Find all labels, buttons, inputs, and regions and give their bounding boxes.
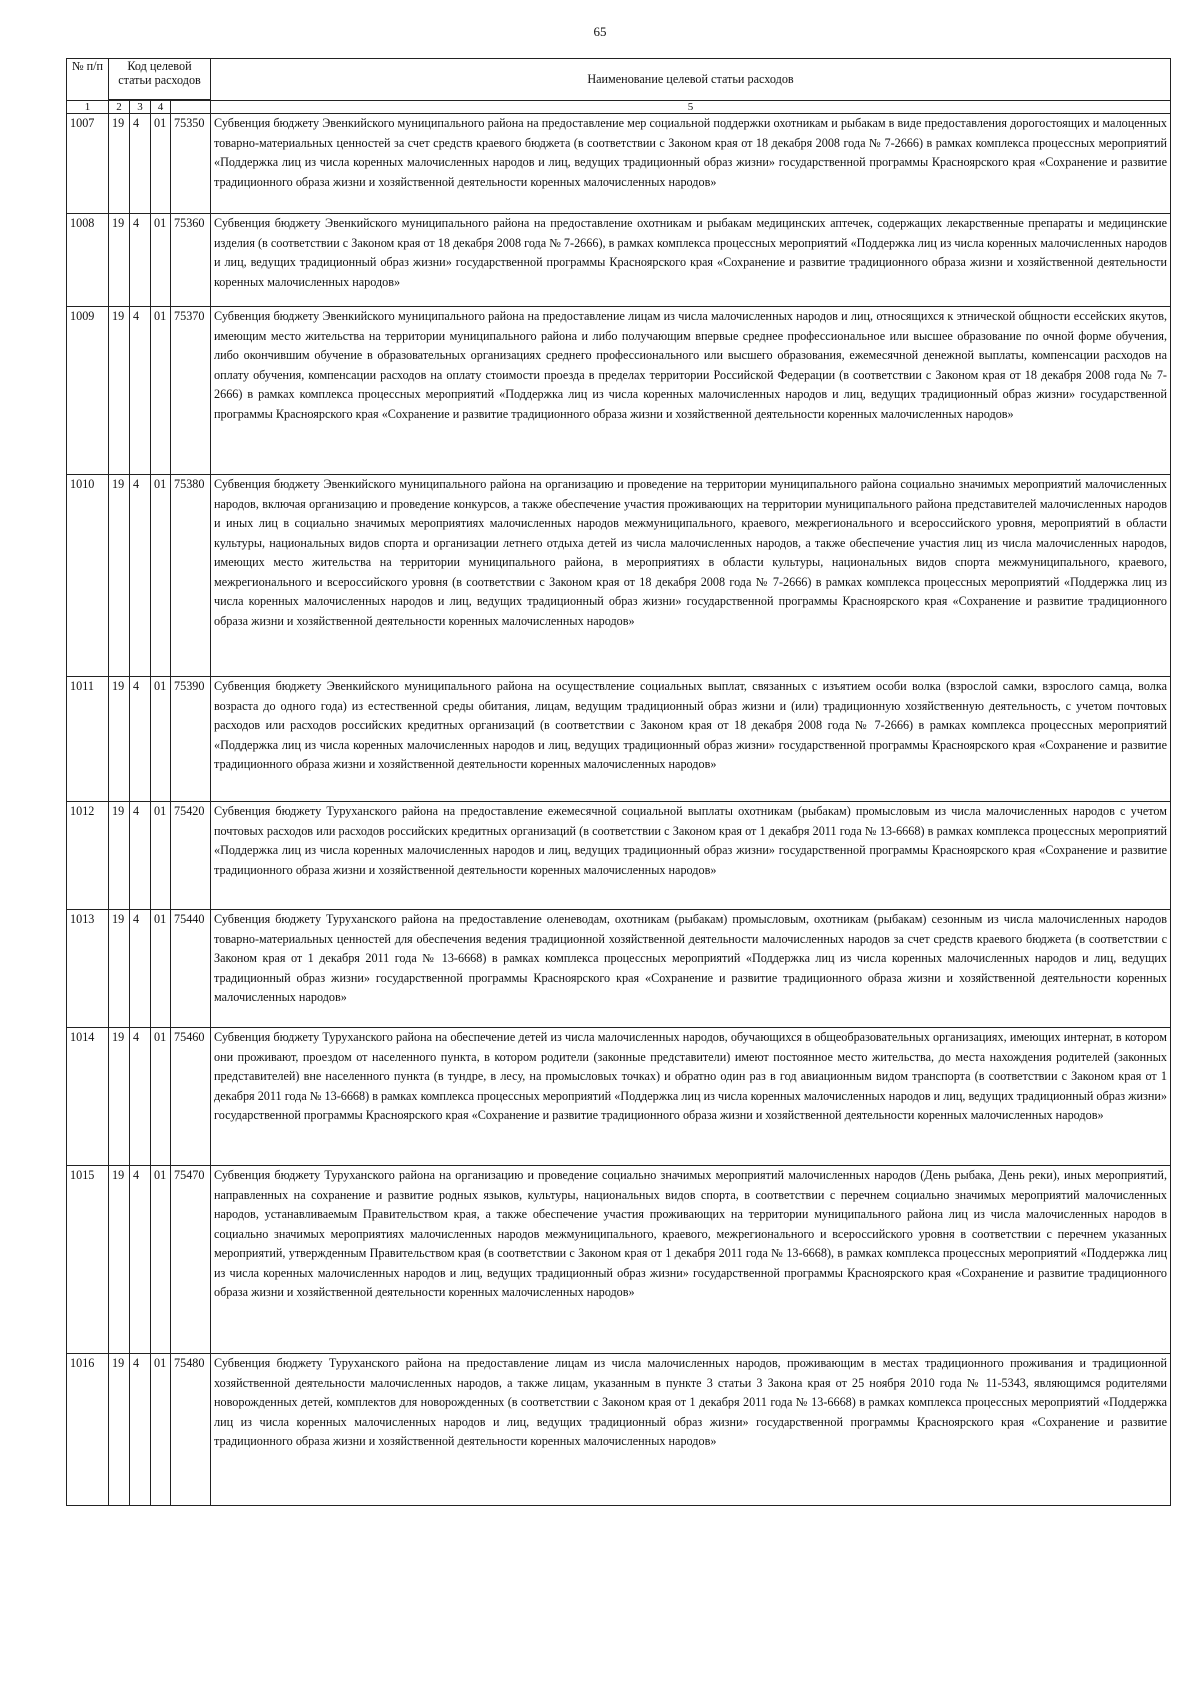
row-number: 1012 (67, 802, 109, 910)
row-number: 1016 (67, 1354, 109, 1506)
table-row (67, 802, 1171, 910)
row-number: 1010 (67, 475, 109, 677)
column-number-row (67, 101, 1171, 114)
code-part-2: 4 (130, 1354, 151, 1506)
column-number (171, 101, 211, 114)
row-description: Субвенция бюджету Эвенкийского муниципального района на предоставление лицам из числа малочисленных народов и лиц, относящихся к этнической общности ессейских якутов, имеющим место жительства на территории муниципального района и либо получающим впервые среднее профессиональное или высшее образование по очной форме обучения, либо окончившим обучение в образовательных организациях среднего профессионального или высшего образования, ежемесячной денежной выплаты, компенсации расходов на оплату обучения, компенсации расходов на оплату стоимости проезда в пределах территории Российской Федерации (в соответствии с Законом края от 18 декабря 2008 года № 7-2666) в рамках комплекса процессных мероприятий «Поддержка лиц из числа коренных малочисленных народов и лиц, ведущих традиционный образ жизни» государственной программы Красноярского края «Сохранение и развитие традиционного образа жизни и хозяйственной деятельности коренных малочисленных народов» (211, 307, 1171, 475)
code-part-4: 75480 (171, 1354, 211, 1506)
row-description: Субвенция бюджету Туруханского района на предоставление оленеводам, охотникам (рыбакам) промысловым, охотникам (рыбакам) сезонным из числа малочисленных народов товарно-материальных ценностей для обеспечения ведения традиционной хозяйственной деятельности малочисленных народов за счет средств краевого бюджета (в соответствии с Законом края от 1 декабря 2011 года № 13-6668) в рамках комплекса процессных мероприятий «Поддержка лиц из числа коренных малочисленных народов и лиц, ведущих традиционный образ жизни» государственной программы Красноярского края «Сохранение и развитие традиционного образа жизни и хозяйственной деятельности коренных малочисленных народов» (211, 910, 1171, 1028)
row-number: 1007 (67, 114, 109, 214)
code-part-3: 01 (151, 1028, 171, 1166)
code-part-4: 75350 (171, 114, 211, 214)
table-row (67, 1354, 1171, 1506)
code-part-4: 75380 (171, 475, 211, 677)
row-description: Субвенция бюджету Эвенкийского муниципального района на организацию и проведение на территории муниципального района социально значимых мероприятий малочисленных народов, включая организацию и проведение конкурсов, а также обеспечение участия проживающих на территории муниципального района представителей малочисленных народов и иных лиц в социально значимых мероприятиях малочисленных народов межмуниципального, краевого, межрегионального и всероссийского уровня, мероприятий в области культуры, национальных видов спорта и организации летнего отдыха детей из числа малочисленных народов, а также обеспечение участия лиц из числа малочисленных народов, имеющих место жительства на территории муниципального района, в мероприятиях в области культуры, национальных видов спорта межмуниципального, краевого, межрегионального и всероссийского уровня (в соответствии с Законом края от 18 декабря 2008 года № 7-2666) в рамках комплекса процессных мероприятий «Поддержка лиц из числа коренных малочисленных народов и лиц, ведущих традиционный образ жизни» государственной программы Красноярского края «Сохранение и развитие традиционного образа жизни и хозяйственной деятельности коренных малочисленных народов» (211, 475, 1171, 677)
code-part-2: 4 (130, 677, 151, 802)
column-number: 3 (130, 101, 151, 114)
table-row (67, 475, 1171, 677)
row-number: 1011 (67, 677, 109, 802)
table-row (67, 1028, 1171, 1166)
code-part-2: 4 (130, 214, 151, 307)
row-description: Субвенция бюджету Туруханского района на предоставление лицам из числа малочисленных народов, проживающим в местах традиционного проживания и традиционной хозяйственной деятельности малочисленных народов, а также лицам, указанным в пункте 3 статьи 3 Закона края от 25 ноября 2010 года № 11-5343, являющимся родителями новорожденных детей, комплектов для новорожденных (в соответствии с Законом края от 1 декабря 2011 года № 13-6668) в рамках комплекса процессных мероприятий «Поддержка лиц из числа коренных малочисленных народов и лиц, ведущих традиционный образ жизни» государственной программы Красноярского края «Сохранение и развитие традиционного образа жизни и хозяйственной деятельности коренных малочисленных народов» (211, 1354, 1171, 1506)
code-part-1: 19 (109, 1028, 130, 1166)
code-part-4: 75370 (171, 307, 211, 475)
table-row (67, 677, 1171, 802)
table-row (67, 214, 1171, 307)
row-description: Субвенция бюджету Туруханского района на обеспечение детей из числа малочисленных народов, обучающихся в общеобразовательных организациях, имеющих интернат, в котором они проживают, проездом от населенного пункта, в котором родители (законные представители) имеют постоянное место жительства, до места нахождения родителей (законных представителей) вне населенного пункта (в тундре, в лесу, на промысловых точках) и обратно один раз в год авиационным видом транспорта (в соответствии с Законом края от 1 декабря 2011 года № 13-6668) в рамках комплекса процессных мероприятий «Поддержка лиц из числа коренных малочисленных народов и лиц, ведущих традиционный образ жизни» государственной программы Красноярского края «Сохранение и развитие традиционного образа жизни и хозяйственной деятельности коренных малочисленных народов» (211, 1028, 1171, 1166)
code-part-4: 75440 (171, 910, 211, 1028)
column-number: 5 (211, 101, 1171, 114)
page-number: 65 (593, 24, 607, 39)
code-part-3: 01 (151, 214, 171, 307)
row-description: Субвенция бюджету Эвенкийского муниципального района на предоставление мер социальной поддержки охотникам и рыбакам в виде предоставления дорогостоящих и малоценных товарно-материальных ценностей за счет средств краевого бюджета (в соответствии с Законом края от 18 декабря 2008 года № 7-2666) в рамках комплекса процессных мероприятий «Поддержка лиц из числа коренных малочисленных народов и лиц, ведущих традиционный образ жизни» государственной программы Красноярского края «Сохранение и развитие традиционного образа жизни и хозяйственной деятельности коренных малочисленных народов» (211, 114, 1171, 214)
code-part-3: 01 (151, 114, 171, 214)
code-part-1: 19 (109, 214, 130, 307)
code-part-1: 19 (109, 1166, 130, 1354)
row-number: 1015 (67, 1166, 109, 1354)
code-part-1: 19 (109, 1354, 130, 1506)
row-description: Субвенция бюджету Туруханского района на организацию и проведение социально значимых мероприятий малочисленных народов (День рыбака, День реки), иных мероприятий, направленных на сохранение и развитие родных языков, культуры, национальных видов спорта, в соответствии с перечнем социально значимых мероприятий малочисленных народов, устанавливаемым Правительством края, а также обеспечение участия проживающих на территории муниципального района лиц из числа малочисленных народов в социально значимых мероприятиях малочисленных народов межмуниципального, краевого, межрегионального и всероссийского уровня в соответствии с перечнем указанных мероприятий, утвержденным Правительством края (в соответствии с Законом края от 1 декабря 2011 года № 13-6668), в рамках комплекса процессных мероприятий «Поддержка лиц из числа коренных малочисленных народов и лиц, ведущих традиционный образ жизни» государственной программы Красноярского края «Сохранение и развитие традиционного образа жизни и хозяйственной деятельности коренных малочисленных народов» (211, 1166, 1171, 1354)
table-row (67, 307, 1171, 475)
row-description: Субвенция бюджету Эвенкийского муниципального района на предоставление охотникам и рыбакам медицинских аптечек, содержащих лекарственные препараты и медицинские изделия (в соответствии с Законом края от 18 декабря 2008 года № 7-2666), в рамках комплекса процессных мероприятий «Поддержка лиц из числа коренных малочисленных народов и лиц, ведущих традиционный образ жизни» государственной программы Красноярского края «Сохранение и развитие традиционного образа жизни и хозяйственной деятельности коренных малочисленных народов» (211, 214, 1171, 307)
code-part-4: 75390 (171, 677, 211, 802)
code-part-1: 19 (109, 307, 130, 475)
code-part-2: 4 (130, 1028, 151, 1166)
code-part-3: 01 (151, 802, 171, 910)
table-row (67, 114, 1171, 214)
code-part-3: 01 (151, 1166, 171, 1354)
code-part-3: 01 (151, 307, 171, 475)
header-number: № п/п (67, 59, 109, 101)
row-description: Субвенция бюджету Туруханского района на предоставление ежемесячной социальной выплаты охотникам (рыбакам) промысловым из числа малочисленных народов с учетом почтовых расходов или расходов российских кредитных организаций (в соответствии с Законом края от 1 декабря 2011 года № 13-6668) в рамках комплекса процессных мероприятий «Поддержка лиц из числа коренных малочисленных народов и лиц, ведущих традиционный образ жизни» государственной программы Красноярского края «Сохранение и развитие традиционного образа жизни и хозяйственной деятельности коренных малочисленных народов» (211, 802, 1171, 910)
code-part-2: 4 (130, 475, 151, 677)
row-number: 1013 (67, 910, 109, 1028)
code-part-1: 19 (109, 802, 130, 910)
row-number: 1009 (67, 307, 109, 475)
code-part-1: 19 (109, 114, 130, 214)
code-part-2: 4 (130, 910, 151, 1028)
table-row (67, 910, 1171, 1028)
code-part-1: 19 (109, 677, 130, 802)
table-header-row (67, 59, 1171, 100)
row-number: 1008 (67, 214, 109, 307)
code-part-4: 75470 (171, 1166, 211, 1354)
code-part-2: 4 (130, 114, 151, 214)
code-part-3: 01 (151, 1354, 171, 1506)
table-row (67, 1166, 1171, 1354)
code-part-1: 19 (109, 475, 130, 677)
code-part-4: 75420 (171, 802, 211, 910)
column-number: 1 (67, 101, 109, 114)
column-number: 4 (151, 101, 171, 114)
header-name: Наименование целевой статьи расходов (211, 59, 1171, 101)
column-number: 2 (109, 101, 130, 114)
code-part-1: 19 (109, 910, 130, 1028)
code-part-2: 4 (130, 307, 151, 475)
code-part-3: 01 (151, 677, 171, 802)
code-part-2: 4 (130, 802, 151, 910)
code-part-4: 75460 (171, 1028, 211, 1166)
header-code: Код целевой статьи расходов (109, 59, 211, 100)
row-description: Субвенция бюджету Эвенкийского муниципального района на осуществление социальных выплат, связанных с изъятием особи волка (взрослой самки, взрослого самца, волка возраста до одного года) из естественной среды обитания, лицам, ведущим традиционный образ жизни и (или) традиционную хозяйственную деятельность, с учетом почтовых расходов или расходов российских кредитных организаций (в соответствии с Законом края от 18 декабря 2008 года № 7-2666) в рамках комплекса процессных мероприятий «Поддержка лиц из числа коренных малочисленных народов и лиц, ведущих традиционный образ жизни» государственной программы Красноярского края «Сохранение и развитие традиционного образа жизни и хозяйственной деятельности коренных малочисленных народов» (211, 677, 1171, 802)
code-part-2: 4 (130, 1166, 151, 1354)
code-part-3: 01 (151, 475, 171, 677)
code-part-3: 01 (151, 910, 171, 1028)
target-expense-table (66, 58, 1171, 1506)
code-part-4: 75360 (171, 214, 211, 307)
row-number: 1014 (67, 1028, 109, 1166)
